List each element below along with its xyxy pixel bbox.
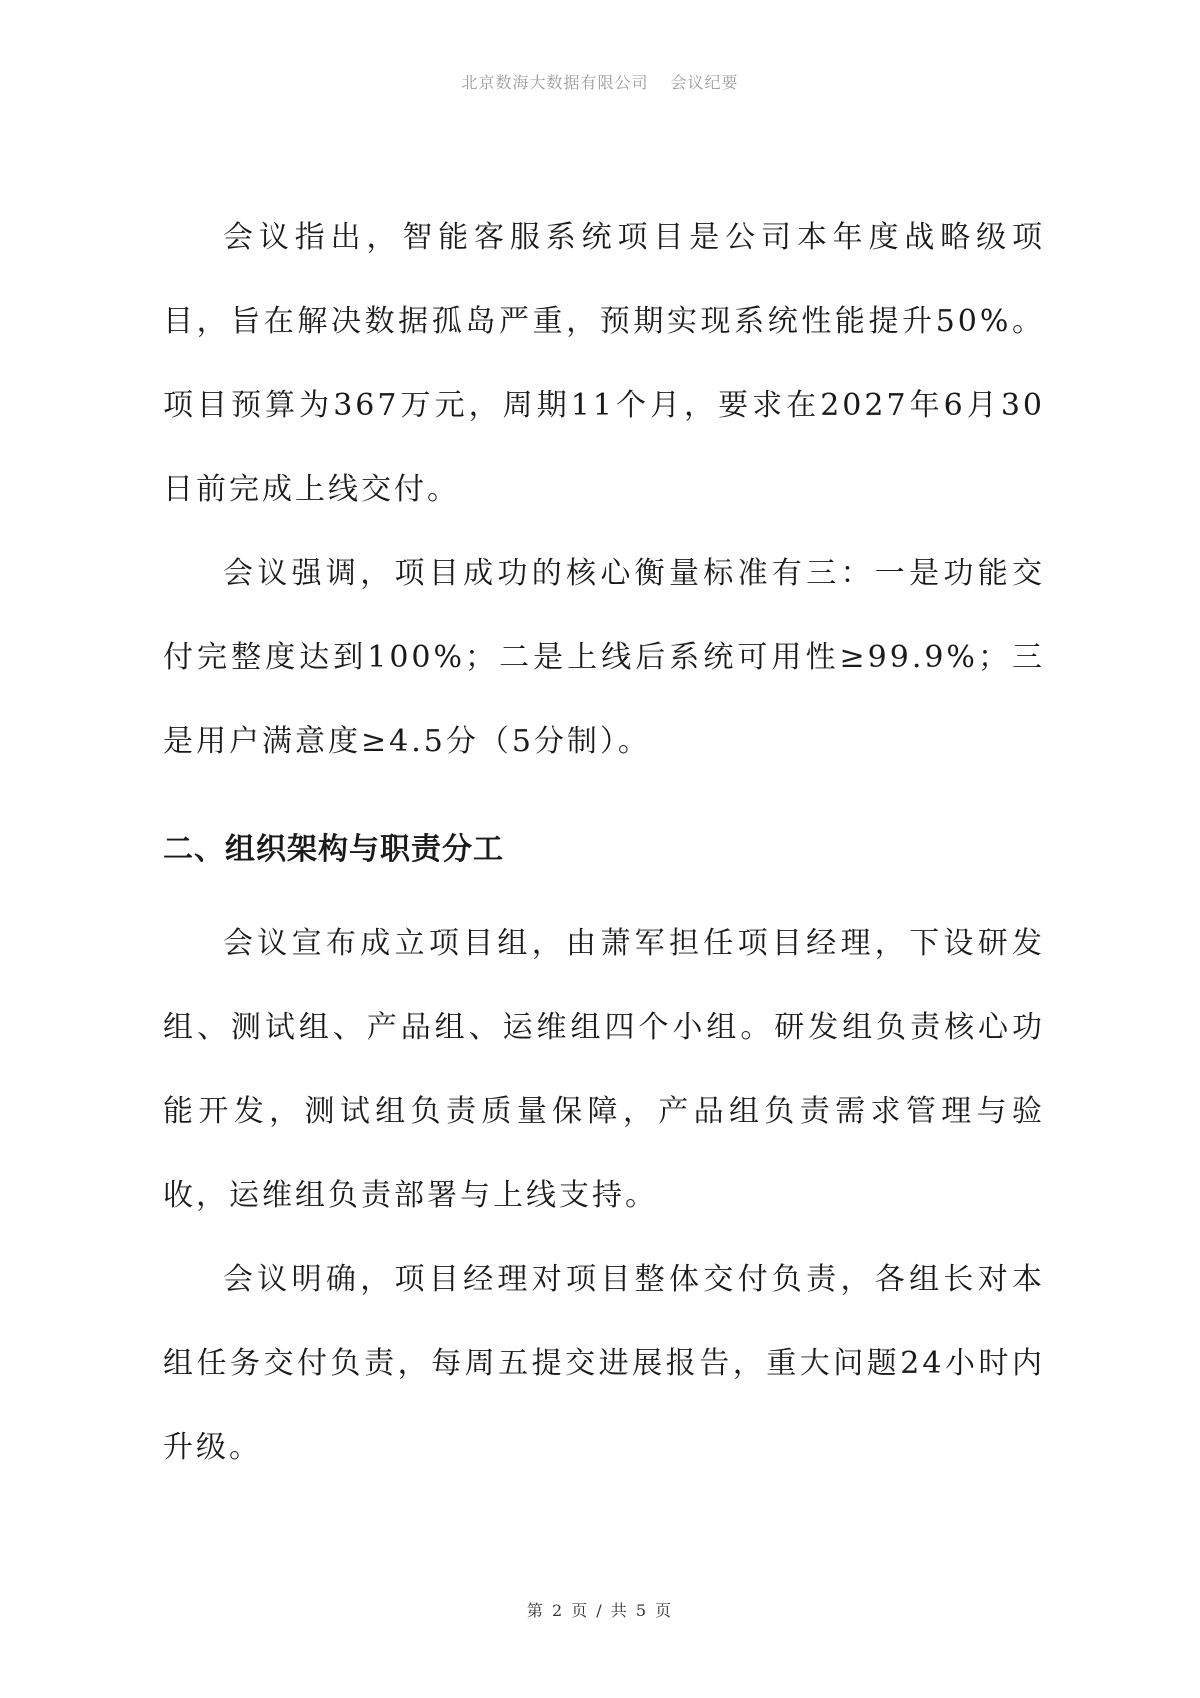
document-body bbox=[163, 196, 1045, 1490]
section-heading-organization: 二、组织架构与职责分工 bbox=[163, 832, 504, 867]
paragraph-responsibility: 会议明确，项目经理对项目整体交付负责，各组长对本组任务交付负责，每周五提交进展报告，重大问题24小时内升级。 bbox=[163, 1262, 1045, 1465]
header-doc-type: 会议纪要 bbox=[670, 73, 739, 92]
page-header bbox=[0, 70, 1200, 93]
page-number: 第 2 页 / 共 5 页 bbox=[526, 1601, 674, 1620]
header-company: 北京数海大数据有限公司 bbox=[461, 73, 649, 92]
paragraph-project-overview: 会议指出，智能客服系统项目是公司本年度战略级项目，旨在解决数据孤岛严重，预期实现系统性能提升50%。项目预算为367万元，周期11个月，要求在2027年6月30日前完成上线交付。 bbox=[163, 220, 1045, 507]
paragraph-team-setup: 会议宣布成立项目组，由萧军担任项目经理，下设研发组、测试组、产品组、运维组四个小组。研发组负责核心功能开发，测试组负责质量保障，产品组负责需求管理与验收，运维组负责部署与上线支持。 bbox=[163, 926, 1045, 1213]
paragraph-success-criteria: 会议强调，项目成功的核心衡量标准有三：一是功能交付完整度达到100%；二是上线后系统可用性≥99.9%；三是用户满意度≥4.5分（5分制）。 bbox=[163, 556, 1045, 759]
